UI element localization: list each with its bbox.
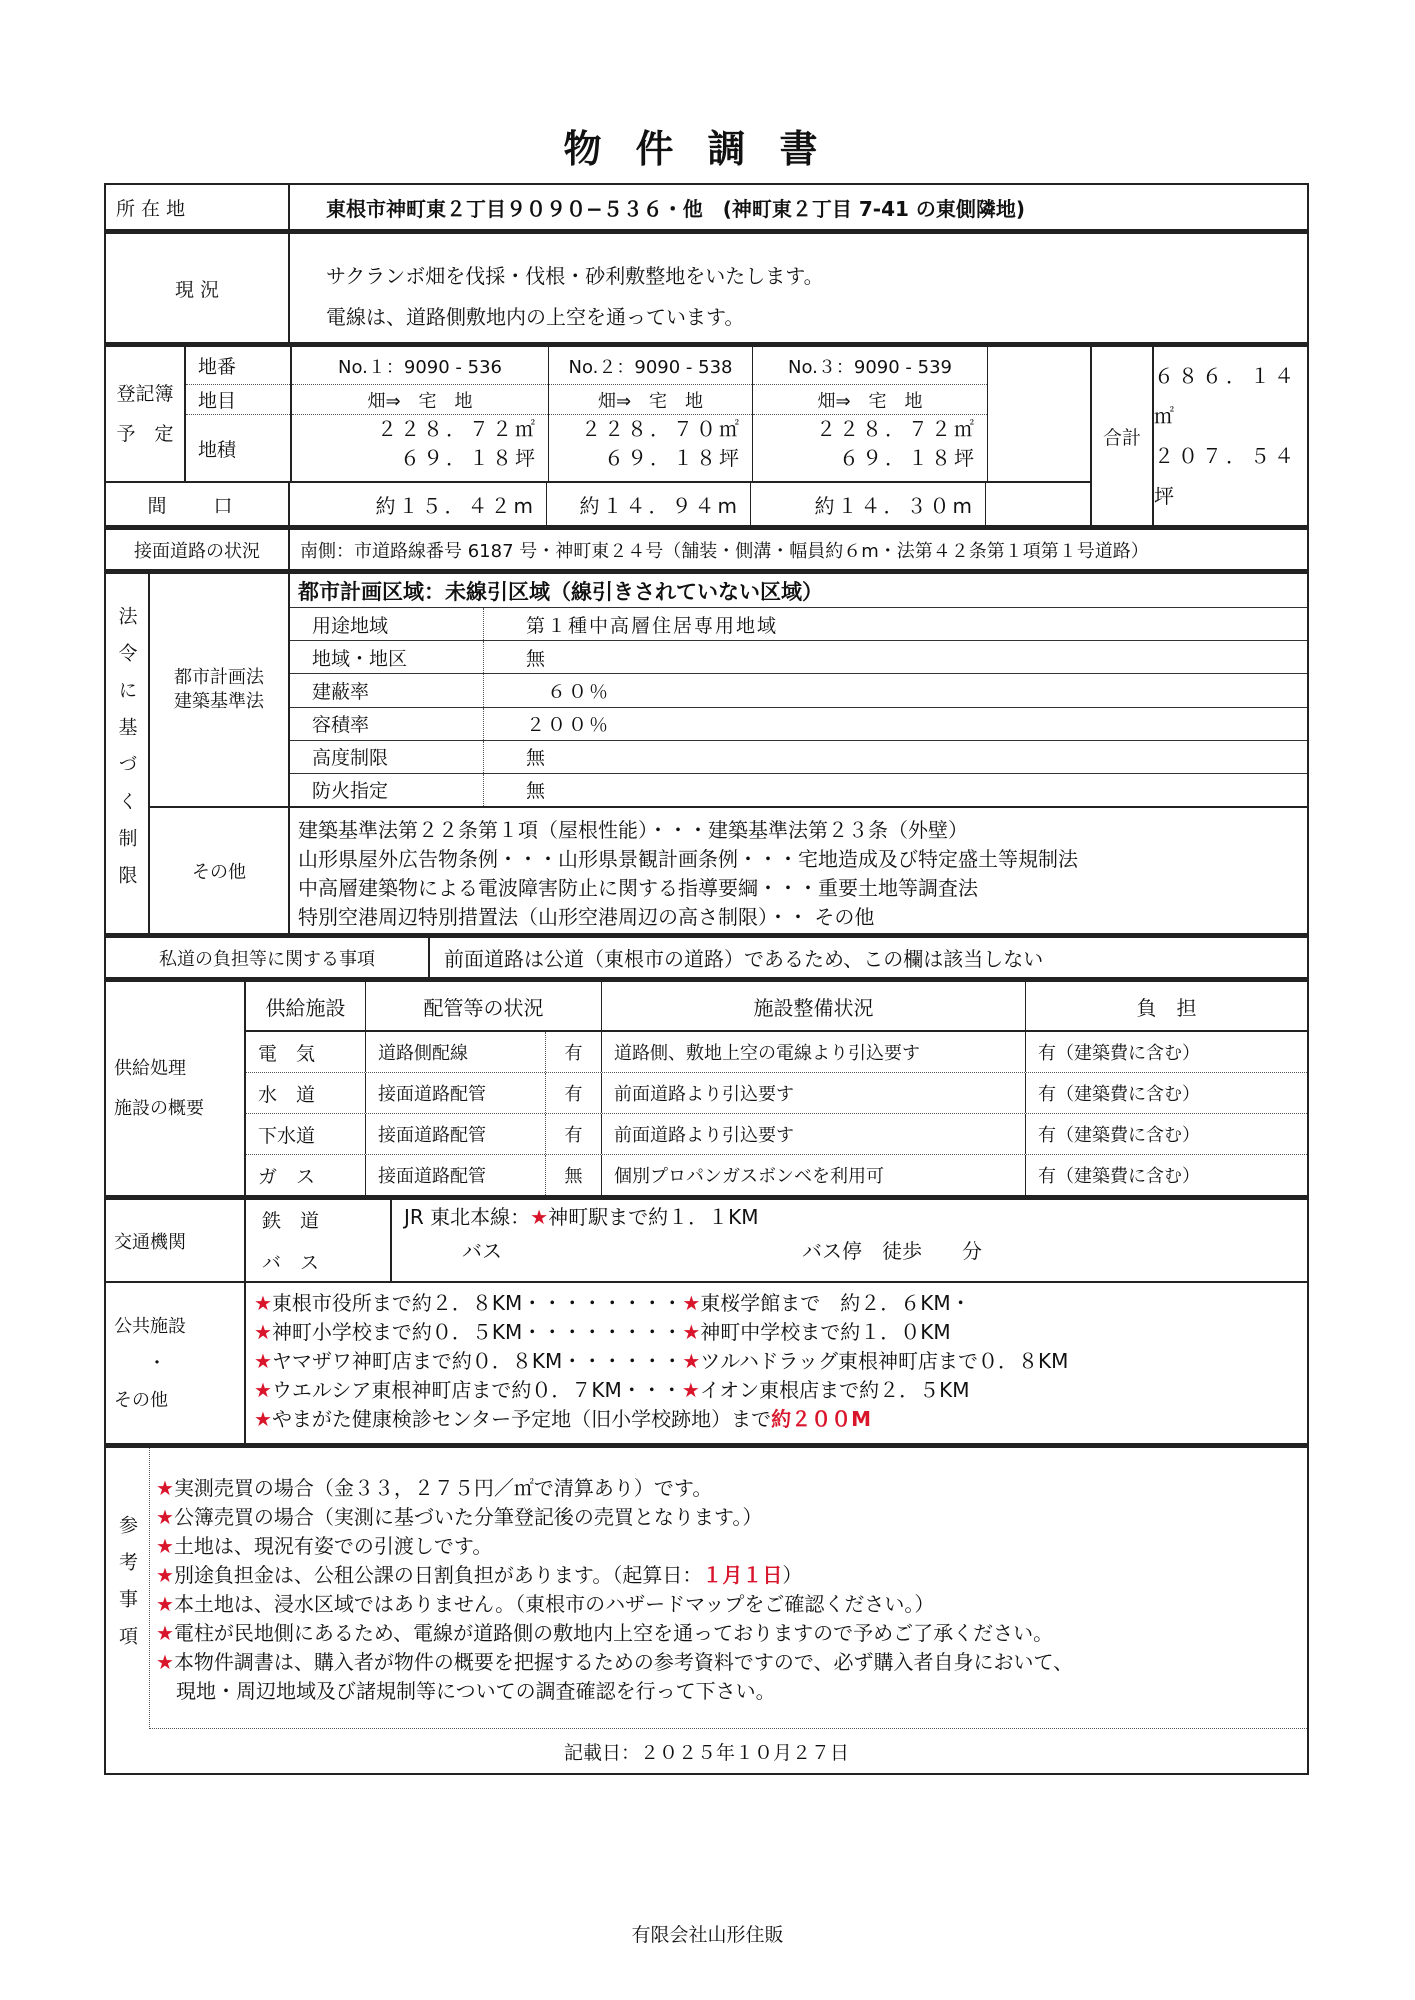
utility-exists: 無: [546, 1155, 602, 1195]
current-status-label: 現 況: [106, 234, 290, 342]
land-category-label: 地目: [186, 385, 290, 415]
utility-facility: ガ ス: [246, 1155, 366, 1195]
utility-burden: 有（建築費に含む）: [1038, 1166, 1200, 1187]
lot-number-label: 地番: [186, 347, 290, 385]
lot-area: [292, 415, 548, 481]
city-planning-label: 都市計画法 建築基準法: [150, 574, 290, 806]
zoning-key: 容積率: [290, 708, 484, 740]
public-facility-b: 東桜学館まで 約２．６KM・: [700, 1291, 971, 1315]
public-facility-line: [254, 1318, 1307, 1347]
lot-area-m2: ２２８．７２㎡: [816, 417, 977, 441]
bus-label: バ ス: [262, 1252, 320, 1274]
utility-facility: 下水道: [246, 1114, 366, 1154]
location-value: 東根市神町東２丁目９０９０−５３６・他 (神町東２丁目 7-41 の東側隣地): [326, 196, 1026, 221]
note-item: [156, 1474, 1307, 1503]
utility-piping: 接面道路配管: [366, 1114, 546, 1154]
frontage-label: 間 口: [106, 483, 290, 525]
lot-number: No.１：9090 - 536: [292, 347, 548, 385]
note-item: [156, 1590, 1307, 1619]
lot-category: 畑⇒ 宅 地: [549, 385, 752, 415]
utility-facility: 水 道: [246, 1073, 366, 1113]
company-name: 有限会社山形住販: [631, 1924, 784, 1946]
note-item: [156, 1561, 1307, 1590]
law-section: [106, 569, 1307, 933]
rail-label: 鉄 道: [262, 1210, 320, 1232]
zoning-row: [290, 774, 1307, 806]
utility-facility: 電 気: [246, 1032, 366, 1072]
lot-number: No.３：9090 - 539: [753, 347, 987, 385]
utility-piping: 接面道路配管: [366, 1073, 546, 1113]
zoning-row: [290, 641, 1307, 674]
zoning-row: [290, 674, 1307, 707]
utility-status: 前面道路より引込要す: [602, 1073, 1026, 1113]
lot-frontage: 約１５．４２m: [290, 483, 547, 525]
utilities-header-cell: 供給施設: [246, 982, 366, 1030]
note-text: 公簿売買の場合（実測に基づいた分筆登記後の売買となります。）: [173, 1505, 763, 1529]
note-text: 本土地は、浸水区域ではありません。（東根市のハザードマップをご確認ください。）: [173, 1592, 935, 1616]
lot-category: 畑⇒ 宅 地: [753, 385, 987, 415]
lot-area-tsubo: ６９．１８坪: [604, 446, 742, 470]
note-item: [156, 1619, 1307, 1648]
other-law-label: その他: [150, 808, 290, 933]
public-facility-highlight: 約２００M: [771, 1407, 872, 1431]
zoning-key: 高度制限: [290, 741, 484, 773]
utility-status: 個別プロパンガスボンベを利用可: [602, 1155, 1026, 1195]
star-icon: ★: [156, 1650, 174, 1674]
zoning-key: 地域・地区: [290, 641, 484, 673]
registry-label-bottom: 予 定: [116, 423, 174, 445]
note-text: 別途負担金は、公租公課の日割負担があります。（起算日：: [173, 1563, 703, 1587]
zoning-row: [290, 741, 1307, 774]
transport-label: 交通機関: [106, 1200, 246, 1281]
city-planning-heading: 都市計画区域：未線引区域（線引きされていない区域）: [290, 574, 1307, 608]
registry-section: [106, 342, 1307, 525]
star-icon: ★: [156, 1563, 174, 1587]
road-value: 南側：市道路線番号 6187 号・神町東２４号（舗装・側溝・幅員約６m・法第４２条第１項第１号道路）: [300, 540, 1149, 562]
lot-frontage: 約１４．３０m: [751, 483, 986, 525]
land-area-label: 地積: [198, 438, 237, 461]
public-facility-b: 神町中学校まで約１．０KM: [700, 1320, 951, 1344]
property-survey-sheet: [104, 183, 1309, 1775]
current-status-line-1: サクランボ畑を伐採・伐根・砂利敷整地をいたします。: [326, 264, 824, 288]
star-icon: ★: [530, 1205, 549, 1229]
public-facility-line: [254, 1405, 1307, 1434]
zoning-key: 用途地域: [290, 608, 484, 640]
public-facility-a: ウエルシア東根神町店まで約０．７KM・・・: [271, 1378, 682, 1402]
utility-burden: 有（建築費に含む）: [1038, 1084, 1200, 1105]
utilities-header-cell: 負 担: [1136, 995, 1197, 1020]
total-area-tsubo: ２０７．５４坪: [1154, 444, 1298, 508]
lot-category: 畑⇒ 宅 地: [292, 385, 548, 415]
public-facility-a: 東根市役所まで約２．８KM・・・・・・・・: [271, 1291, 683, 1315]
lot-area-m2: ２２８．７２㎡: [377, 417, 538, 441]
note-item: [156, 1648, 1307, 1677]
note-text: 電柱が民地側にあるため、電線が道路側の敷地内上空を通っておりますので予めご了承ください。: [173, 1621, 1054, 1645]
registry-label-top: 登記簿: [116, 383, 174, 405]
star-icon: ★: [682, 1291, 701, 1315]
other-law-line: 建築基準法第２２条第１項（屋根性能）・・・建築基準法第２３条（外壁）: [298, 818, 968, 842]
star-icon: ★: [156, 1534, 174, 1558]
star-icon: ★: [682, 1349, 701, 1373]
utility-status: 前面道路より引込要す: [602, 1114, 1026, 1154]
star-icon: ★: [254, 1320, 272, 1344]
lot-column: [549, 347, 753, 481]
star-icon: ★: [156, 1505, 174, 1529]
rail-info: JR 東北本線：★神町駅まで約１．１KM: [404, 1205, 759, 1229]
star-icon: ★: [254, 1407, 272, 1431]
total-area-m2: ６８６．１４㎡: [1154, 364, 1298, 428]
star-icon: ★: [254, 1349, 272, 1373]
star-icon: ★: [254, 1378, 272, 1402]
zoning-value: 第１種中高層住居専用地域: [526, 614, 779, 637]
star-icon: ★: [156, 1476, 174, 1500]
utility-row: [246, 1032, 1307, 1073]
utility-status: 道路側、敷地上空の電線より引込要す: [602, 1032, 1026, 1072]
utility-piping: 接面道路配管: [366, 1155, 546, 1195]
public-facility-a: やまがた健康検診センター予定地（旧小学校跡地）まで: [271, 1407, 772, 1431]
zoning-value: ６０％: [526, 680, 611, 703]
private-road-label: 私道の負担等に関する事項: [106, 938, 430, 977]
public-facilities-section: [106, 1281, 1307, 1443]
lot-area: [753, 415, 987, 481]
star-icon: ★: [681, 1378, 700, 1402]
road-label: 接面道路の状況: [106, 530, 290, 569]
zoning-value: ２００％: [526, 714, 611, 737]
record-date: 記載日：２０２５年１０月２７日: [563, 1741, 849, 1764]
star-icon: ★: [682, 1320, 701, 1344]
utility-burden: 有（建築費に含む）: [1038, 1125, 1200, 1146]
public-facility-a: 神町小学校まで約０．５KM・・・・・・・・: [271, 1320, 683, 1344]
public-facilities-label: 公共施設 ・ その他: [106, 1283, 246, 1443]
lot-number: No.２：9090 - 538: [549, 347, 752, 385]
lot-area-tsubo: ６９．１８坪: [839, 446, 977, 470]
private-road-value: 前面道路は公道（東根市の道路）であるため、この欄は該当しない: [444, 947, 1044, 971]
zoning-value: 無: [526, 647, 548, 670]
utilities-label: 供給処理 施設の概要: [106, 982, 246, 1195]
utility-piping: 道路側配線: [366, 1032, 546, 1072]
utility-row: [246, 1114, 1307, 1155]
notes-section: [106, 1443, 1307, 1729]
lot-area: [549, 415, 752, 481]
note-text: 本物件調書は、購入者が物件の概要を把握するための参考資料ですので、必ず購入者自身において、: [173, 1650, 1074, 1674]
other-law-line: 山形県屋外広告物条例・・・山形県景観計画条例・・・宅地造成及び特定盛土等規制法: [298, 847, 1078, 871]
zoning-value: 無: [526, 780, 548, 803]
note-item: [156, 1532, 1307, 1561]
note-highlight: １月１日: [702, 1563, 783, 1587]
notes-label: 参考事項: [106, 1448, 150, 1729]
location-label: 所 在 地: [106, 185, 290, 229]
transport-section: [106, 1195, 1307, 1281]
lot-area-m2: ２２８．７０㎡: [581, 417, 742, 441]
current-status-section: [106, 229, 1307, 342]
other-law-line: 特別空港周辺特別措置法（山形空港周辺の高さ制限）・・ その他: [298, 905, 875, 929]
utility-row: [246, 1073, 1307, 1114]
public-facility-b: イオン東根店まで約２．５KM: [699, 1378, 970, 1402]
utilities-section: [106, 977, 1307, 1195]
utilities-header-cell: 施設整備状況: [602, 982, 1026, 1030]
public-facility-line: [254, 1376, 1307, 1405]
location-section: [106, 185, 1307, 229]
utilities-header: [246, 982, 1307, 1032]
zoning-key: 防火指定: [290, 774, 484, 806]
note-text: 実測売買の場合（金３３，２７５円／㎡で清算あり）です。: [173, 1476, 713, 1500]
other-law-line: 中高層建築物による電波障害防止に関する指導要綱・・・重要土地等調査法: [298, 876, 978, 900]
note-suffix: ）: [782, 1563, 803, 1587]
public-facility-line: [254, 1347, 1307, 1376]
utility-row: [246, 1155, 1307, 1195]
lot-column: [753, 347, 988, 481]
bus-info: バス バス停 徒歩 分: [462, 1239, 982, 1263]
lot-area-tsubo: ６９．１８坪: [400, 446, 538, 470]
lot-frontage: 約１４．９４m: [547, 483, 751, 525]
public-facility-a: ヤマザワ神町店まで約０．８KM・・・・・・: [271, 1349, 683, 1373]
note-continuation: 現地・周辺地域及び諸規制等についての調査確認を行って下さい。: [176, 1679, 776, 1703]
star-icon: ★: [156, 1592, 174, 1616]
utility-burden: 有（建築費に含む）: [1038, 1043, 1200, 1064]
utility-exists: 有: [546, 1032, 602, 1072]
utilities-header-cell: 配管等の状況: [366, 982, 602, 1030]
zoning-row: [290, 708, 1307, 741]
public-facility-line: [254, 1289, 1307, 1318]
star-icon: ★: [254, 1291, 272, 1315]
utility-exists: 有: [546, 1073, 602, 1113]
road-section: [106, 525, 1307, 569]
zoning-row: [290, 608, 1307, 641]
document-title: 物件調書: [563, 127, 852, 171]
total-label: 合計: [1090, 347, 1154, 525]
zoning-key: 建蔽率: [290, 674, 484, 706]
zoning-value: 無: [526, 747, 548, 770]
note-item: [156, 1503, 1307, 1532]
star-icon: ★: [156, 1621, 174, 1645]
utility-exists: 有: [546, 1114, 602, 1154]
law-label: 法令に基づく制限: [106, 574, 150, 933]
private-road-section: [106, 933, 1307, 977]
current-status-line-2: 電線は、道路側敷地内の上空を通っています。: [326, 305, 745, 329]
public-facility-b: ツルハドラッグ東根神町店まで０．８KM: [700, 1349, 1069, 1373]
note-text: 土地は、現況有姿での引渡しです。: [173, 1534, 493, 1558]
lot-column: [292, 347, 549, 481]
registry-label: [106, 347, 186, 481]
